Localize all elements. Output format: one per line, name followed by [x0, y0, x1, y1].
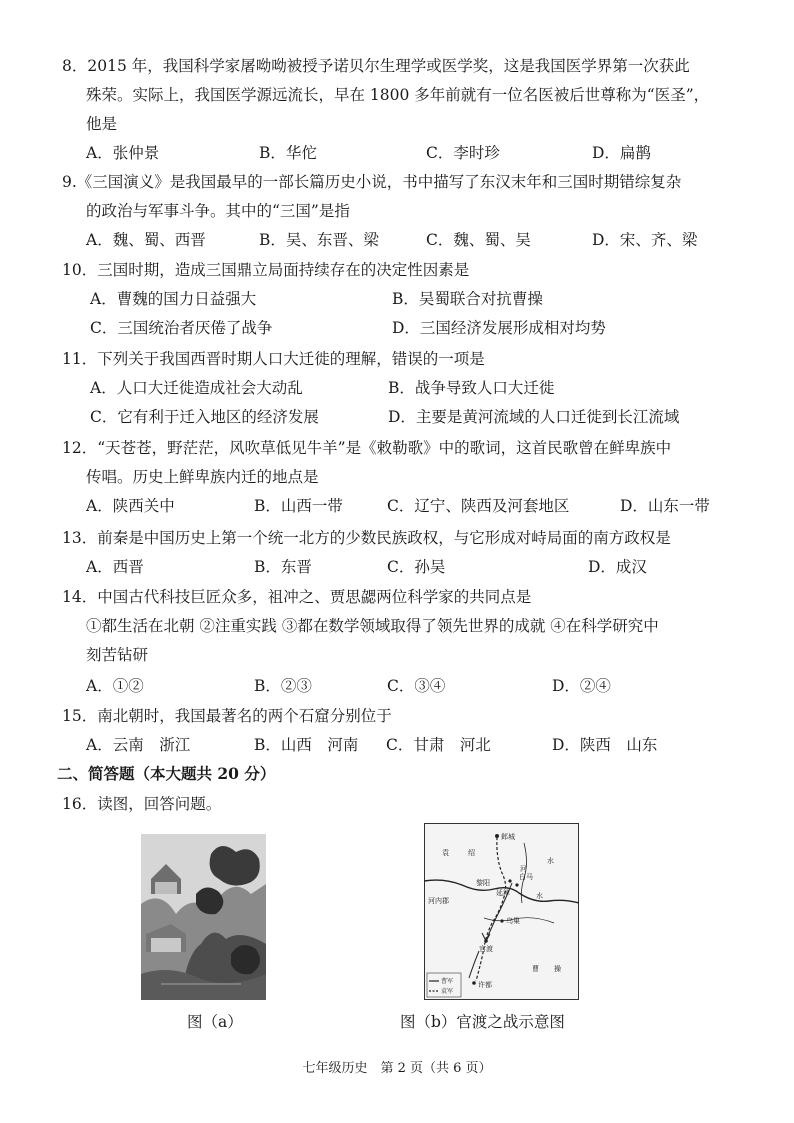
figure-b-map	[424, 823, 579, 1000]
question-text: 传唱。历史上鲜卑族内迁的地点是	[86, 468, 319, 486]
map-label-henei: 河内郡	[428, 897, 449, 905]
option-b[interactable]: B．华佗	[259, 144, 317, 162]
options-row	[62, 553, 732, 582]
option-b[interactable]: B．东晋	[254, 558, 312, 576]
options-row	[62, 672, 732, 701]
option-a[interactable]: A．人口大迁徙造成社会大动乱	[90, 379, 303, 397]
option-c[interactable]: C．孙吴	[387, 558, 446, 576]
option-d[interactable]: D．三国经济发展形成相对均势	[392, 319, 606, 337]
map-label-yuan: 袁	[442, 849, 449, 857]
map-label-xu: 许都	[478, 981, 492, 989]
options-row	[62, 731, 732, 760]
section-title: 二、简答题（本大题共 20 分）	[57, 764, 276, 783]
map-label-liyang: 黎阳	[476, 879, 490, 887]
option-c[interactable]: C．它有利于迁入地区的经济发展	[90, 408, 319, 426]
map-label-yanjin: 延津	[496, 889, 510, 897]
map-label-he: 河	[520, 865, 527, 873]
question-9	[62, 168, 732, 255]
question-text: 10．三国时期，造成三国鼎立局面持续存在的决定性因素是	[62, 261, 470, 279]
map-label-guandu: 官渡	[479, 945, 493, 953]
option-a[interactable]: A．魏、蜀、西晋	[86, 231, 206, 249]
options-row	[62, 374, 732, 403]
page-footer: 七年级历史 第 2 页（共 6 页）	[302, 1061, 492, 1076]
option-c[interactable]: C．魏、蜀、吴	[426, 231, 531, 249]
option-b[interactable]: B．吴、东晋、梁	[259, 231, 379, 249]
option-c[interactable]: C．三国统治者厌倦了战争	[90, 319, 273, 337]
figure-b-caption: 图（b）官渡之战示意图	[400, 1013, 565, 1031]
question-text: 殊荣。实际上，我国医学源远流长，早在 1800 多年前就有一位名医被后世尊称为“医圣”，	[86, 86, 710, 104]
option-b[interactable]: B．山西一带	[254, 497, 343, 515]
option-d[interactable]: D．②④	[552, 677, 611, 695]
option-a[interactable]: A．张仲景	[86, 144, 160, 162]
option-d[interactable]: D．主要是黄河流域的人口迁徙到长江流域	[388, 408, 680, 426]
question-text: 11．下列关于我国西晋时期人口大迁徙的理解，错误的一项是	[62, 350, 485, 368]
option-b[interactable]: B．山西 河南	[254, 736, 359, 754]
legend-yuan-army: 袁军	[441, 988, 454, 995]
question-text: 13．前秦是中国历史上第一个统一北方的少数民族政权，与它形成对峙局面的南方政权是	[62, 529, 671, 547]
option-c[interactable]: C．③④	[387, 677, 446, 695]
question-text: 9.《三国演义》是我国最早的一部长篇历史小说，书中描写了东汉末年和三国时期错综复杂	[62, 173, 682, 191]
question-13	[62, 524, 732, 582]
option-a[interactable]: A．曹魏的国力日益强大	[90, 290, 257, 308]
option-a[interactable]: A．西晋	[86, 558, 144, 576]
map-label-ye: 邺城	[501, 833, 515, 841]
option-d[interactable]: D．陕西 山东	[552, 736, 658, 754]
map-label-shui1: 水	[547, 857, 554, 865]
option-d[interactable]: D．扁鹊	[592, 144, 651, 162]
question-11	[62, 345, 732, 432]
map-label-wuchao: 乌巢	[506, 917, 520, 925]
question-10	[62, 256, 732, 343]
question-text: 12．“天苍苍，野茫茫，风吹草低见牛羊”是《敕勒歌》中的歌词，这首民歌曾在鲜卑族中	[62, 439, 672, 457]
question-text: 15．南北朝时，我国最著名的两个石窟分别位于	[62, 707, 392, 725]
question-14	[62, 583, 732, 701]
question-text: 8．2015 年，我国科学家屠呦呦被授予诺贝尔生理学或医学奖，这是我国医学界第一次获此	[62, 57, 690, 75]
figure-a-painting	[141, 834, 266, 1000]
question-text: ①都生活在北朝 ②注重实践 ③都在数学领域取得了领先世界的成就 ④在科学研究中	[86, 617, 659, 635]
option-a[interactable]: A．云南 浙江	[86, 736, 191, 754]
question-text: 他是	[86, 115, 118, 133]
option-d[interactable]: D．山东一带	[620, 497, 710, 515]
options-row	[62, 139, 732, 168]
question-8	[62, 52, 732, 168]
options-row	[62, 492, 732, 521]
option-b[interactable]: B．战争导致人口大迁徙	[388, 379, 555, 397]
question-text: 的政治与军事斗争。其中的“三国”是指	[86, 202, 350, 220]
option-d[interactable]: D．宋、齐、梁	[592, 231, 698, 249]
option-d[interactable]: D．成汉	[588, 558, 647, 576]
option-c[interactable]: C．甘肃 河北	[386, 736, 491, 754]
map-label-baima: 白马	[519, 873, 533, 881]
option-c[interactable]: C．李时珍	[426, 144, 500, 162]
options-row	[62, 314, 732, 343]
figure-a-caption: 图（a）	[187, 1013, 243, 1031]
options-row	[62, 403, 732, 432]
question-text: 14．中国古代科技巨匠众多，祖冲之、贾思勰两位科学家的共同点是	[62, 588, 532, 606]
legend-cao-army: 曹军	[441, 978, 454, 985]
question-text: 16．读图，回答问题。	[62, 795, 222, 813]
question-16	[62, 790, 732, 819]
option-a[interactable]: A．①②	[86, 677, 144, 695]
option-a[interactable]: A．陕西关中	[86, 497, 175, 515]
option-c[interactable]: C．辽宁、陕西及河套地区	[387, 497, 570, 515]
options-row	[62, 226, 732, 255]
map-label-cao: 曹	[532, 965, 539, 973]
map-label-shui2: 水	[536, 892, 543, 900]
map-label-cao2: 操	[554, 965, 561, 973]
question-12	[62, 434, 732, 521]
option-b[interactable]: B．②③	[254, 677, 312, 695]
options-row	[62, 285, 732, 314]
map-label-shao: 绍	[468, 849, 475, 857]
option-b[interactable]: B．吴蜀联合对抗曹操	[392, 290, 543, 308]
question-15	[62, 702, 732, 760]
question-text: 刻苦钻研	[86, 646, 149, 664]
